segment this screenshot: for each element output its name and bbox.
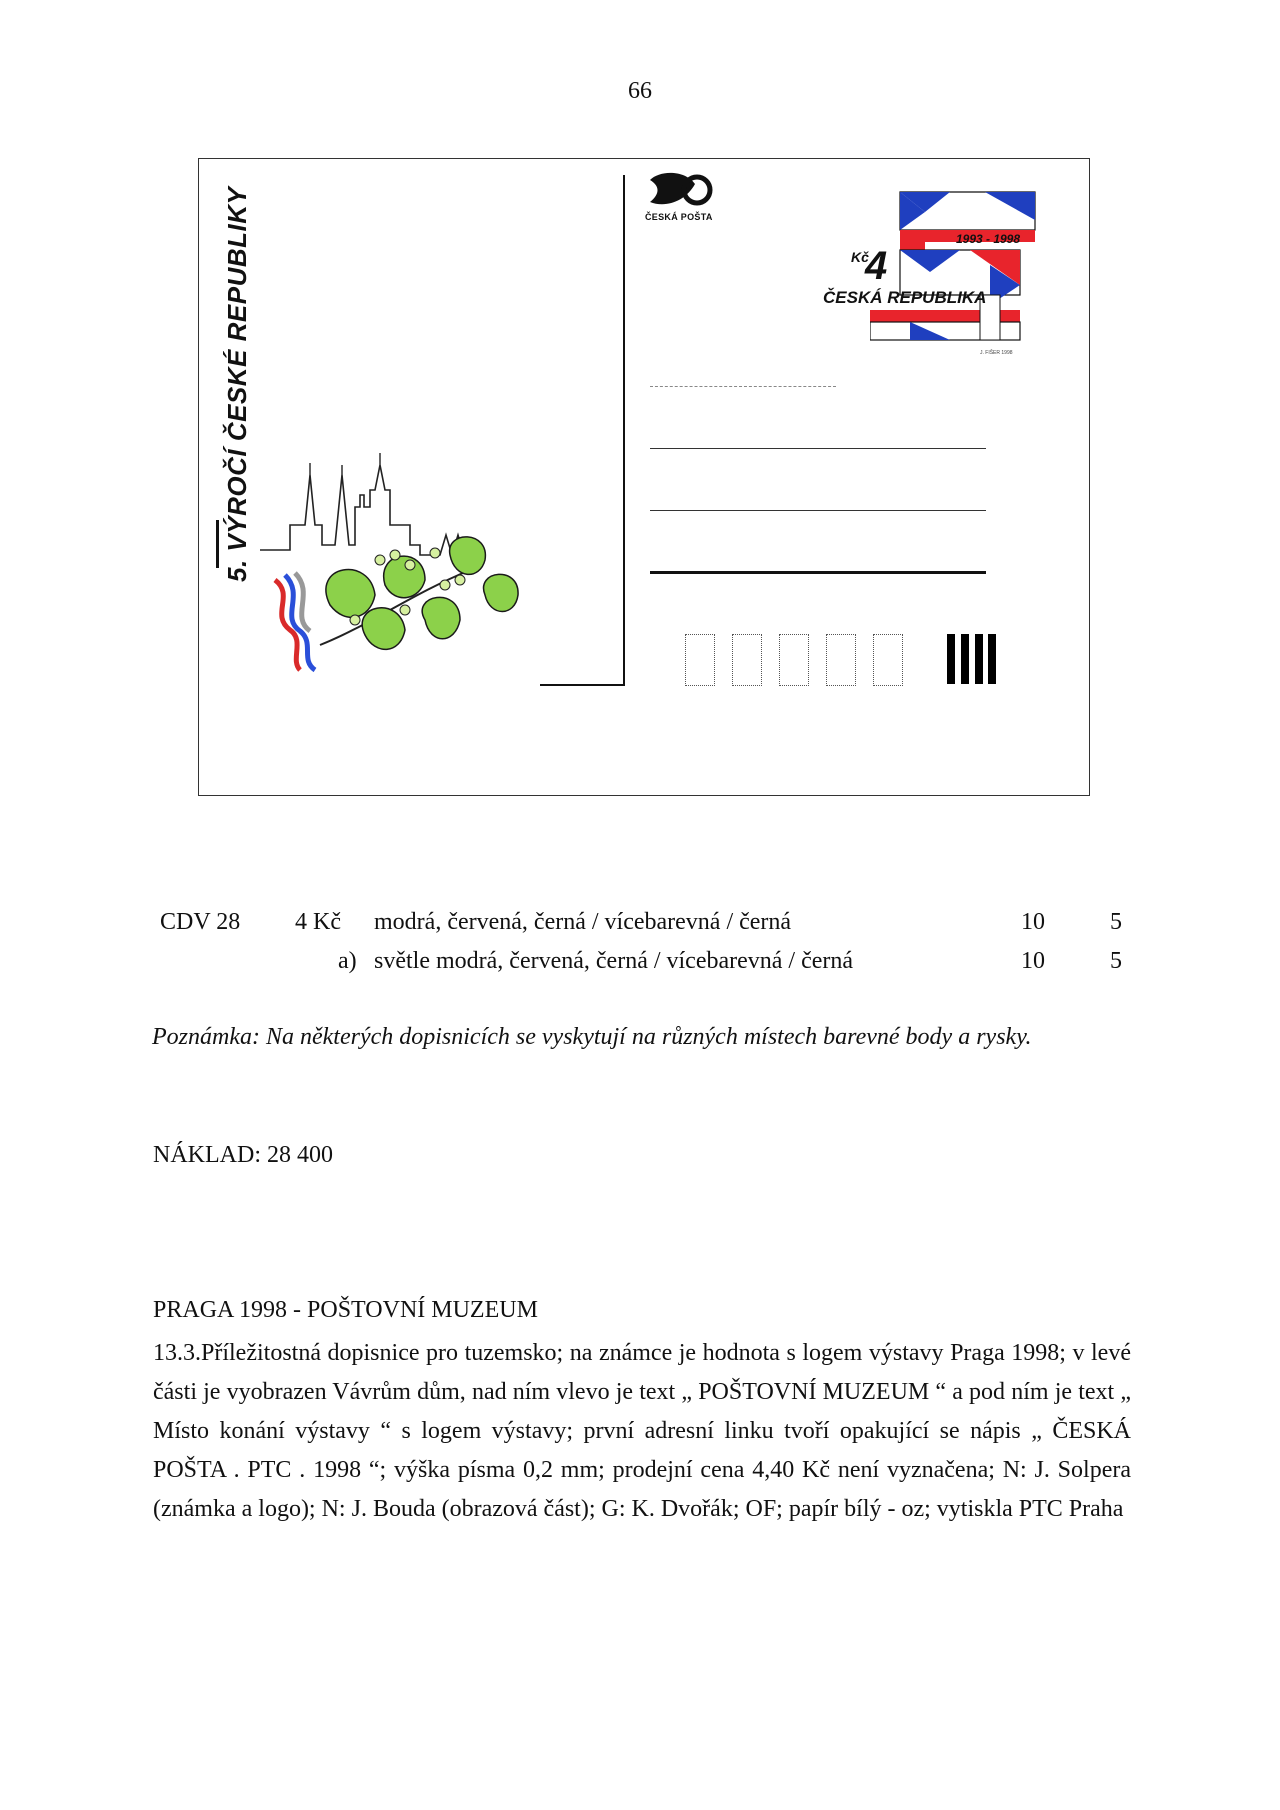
ceska-posta-horn-logo	[645, 172, 715, 212]
postcode-box	[732, 634, 762, 686]
postcard-title-bar	[216, 520, 219, 568]
prague-castle-linden-illustration	[260, 445, 550, 685]
stamp-value: 4	[865, 244, 888, 288]
barcode-bar	[975, 634, 983, 684]
page-number: 66	[628, 78, 652, 104]
print-run: NÁKLAD: 28 400	[153, 1142, 333, 1168]
next-entry-description: 13.3.Příležitostná dopisnice pro tuzemsko; na známce je hodnota s logem výstavy Praga 1998; v levé části je vyobrazen Vávrům dům, nad ním vlevo je text „ POŠTOVNÍ MUZEUM “ a pod ním je text „ Místo konání výstavy “ s logem výstavy; první adresní linku tvoří opakující se nápis „ ČESKÁ POŠTA . PTC . 1998 “; výška písma 0,2 mm; prodejní cena 4,40 Kč není vyznačena; N: J. Solpera (známka a logo); N: J. Bouda (obrazová část); G: K. Dvořák; OF; papír bílý - oz; vytiskla PTC Praha	[153, 1340, 1131, 1522]
stamp-years: 1993 - 1998	[955, 232, 1021, 246]
stamp-design	[870, 190, 1040, 360]
stamp-country: ČESKÁ REPUBLIKA	[823, 288, 987, 307]
barcode-bar	[988, 634, 996, 684]
next-entry-title: PRAGA 1998 - POŠTOVNÍ MUZEUM	[153, 1297, 538, 1323]
tricolor-ribbon	[275, 573, 315, 670]
catalogue-note: Poznámka: Na některých dopisnicích se vyskytují na různých místech barevné body a rysky.	[152, 1024, 1032, 1050]
row-price-unused: 10	[1021, 948, 1045, 974]
address-line-dotted	[650, 386, 836, 387]
row-price-used: 5	[1110, 909, 1122, 935]
postcode-box	[685, 634, 715, 686]
row-code: CDV 28	[160, 909, 241, 935]
row-price-used: 5	[1110, 948, 1122, 974]
address-line	[650, 448, 986, 449]
postcard-divider-horizontal	[540, 684, 625, 686]
barcode-bar	[961, 634, 969, 684]
barcode-bar	[947, 634, 955, 684]
stamp-designer: J. FIŠER 1998	[980, 350, 1013, 356]
row-value: 4 Kč	[295, 909, 341, 935]
postal-logo-text: ČESKÁ POŠTA	[645, 212, 713, 222]
address-line	[650, 510, 986, 511]
postcard-divider-vertical	[623, 175, 625, 685]
row-colors: světle modrá, červená, černá / vícebarevná / černá	[374, 948, 854, 974]
stamp-currency: Kč	[851, 249, 869, 265]
row-variant: a)	[338, 948, 357, 974]
row-colors: modrá, červená, černá / vícebarevná / černá	[374, 909, 792, 935]
postcode-box	[873, 634, 903, 686]
row-price-unused: 10	[1021, 909, 1045, 935]
postcode-box	[826, 634, 856, 686]
castle-skyline	[260, 465, 472, 555]
address-line	[650, 571, 986, 574]
postcard-side-title: 5. VÝROČÍ ČESKÉ REPUBLIKY	[222, 186, 252, 582]
postcode-box	[779, 634, 809, 686]
